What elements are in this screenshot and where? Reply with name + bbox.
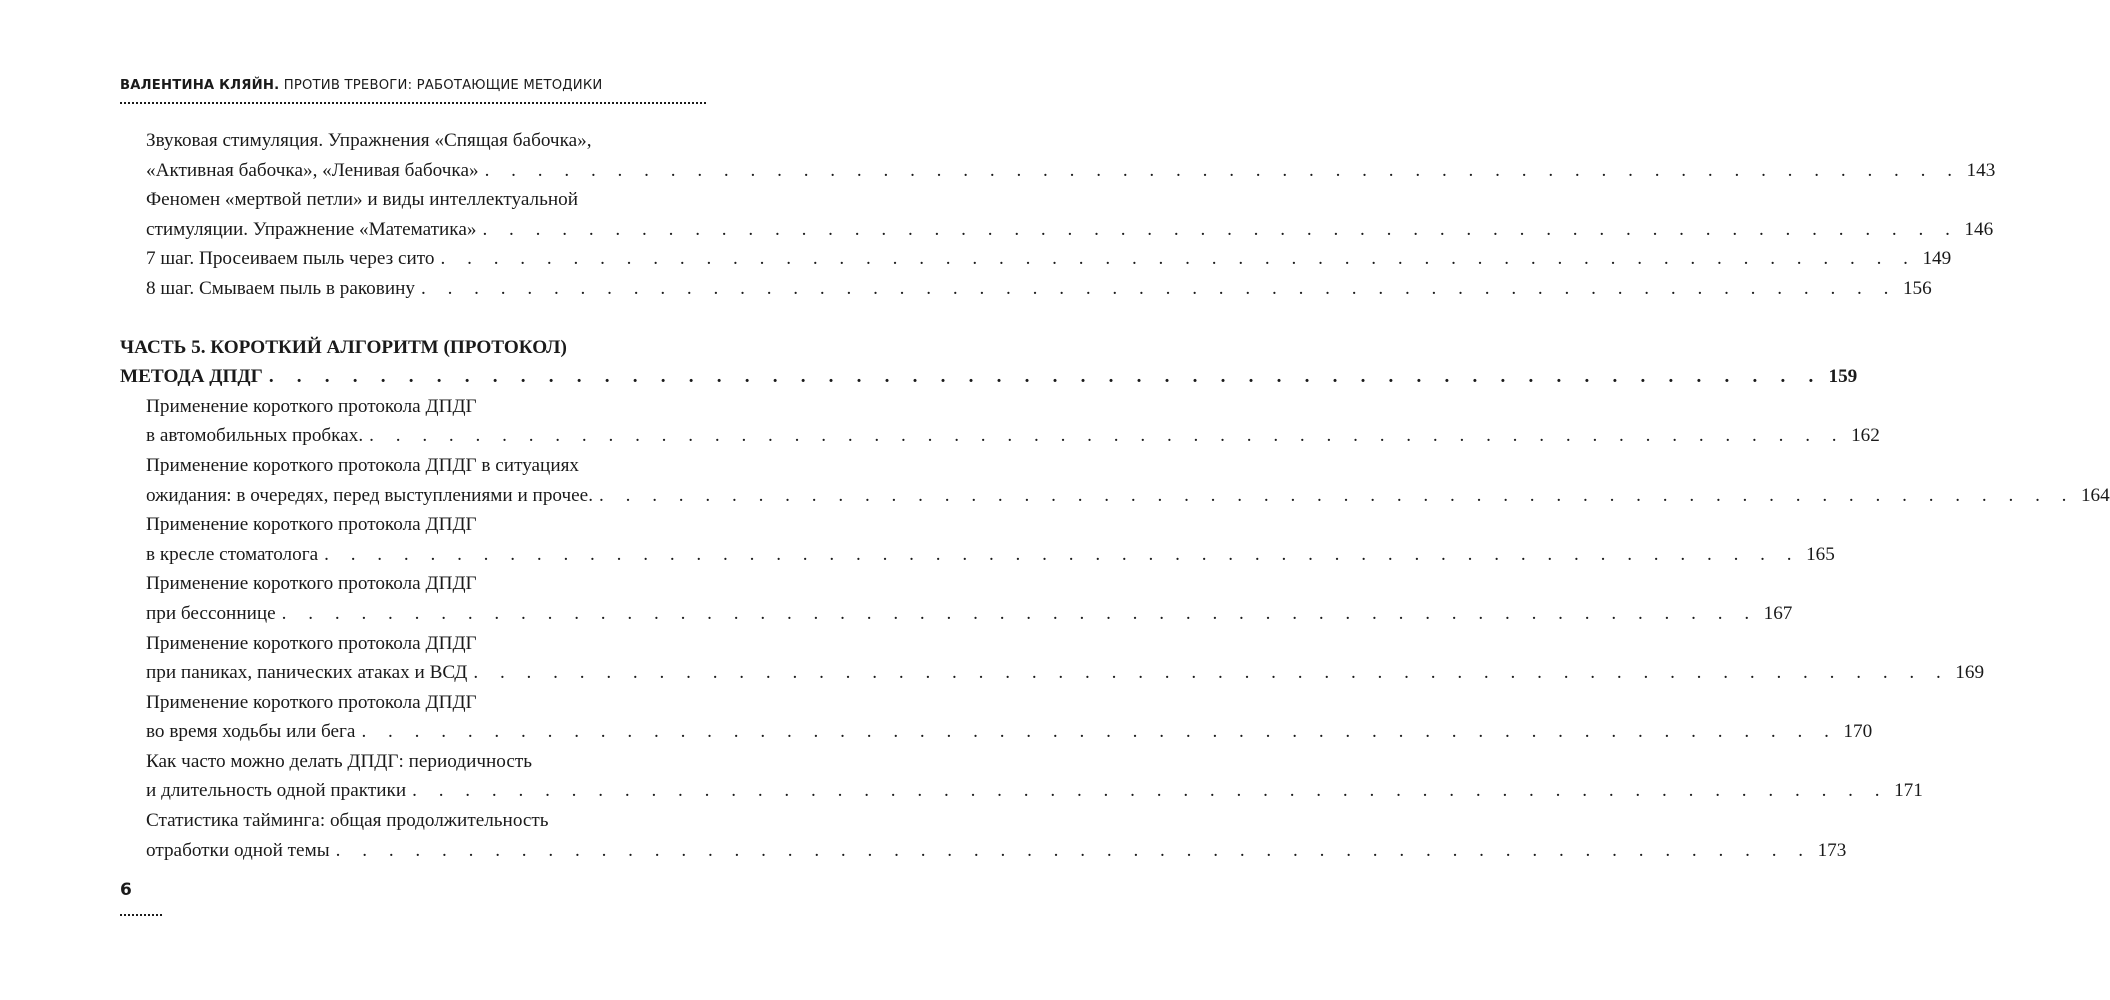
toc-page-number: 156: [1902, 277, 1932, 299]
header-divider: [120, 102, 706, 104]
dot-leader: . . . . . . . . . . . . . . . . . . . . . . . . . . . . . . . . . . . . . . . . . . . . . . . . . . . . . . . .: [484, 159, 1961, 181]
toc-entry-line: Применение короткого протокола ДПДГ: [146, 632, 477, 654]
dot-leader: . . . . . . . . . . . . . . . . . . . . . . . . . . . . . . . . . . . . . . . . . . . . . . . . . . . . . . . .: [281, 602, 1758, 624]
toc-entry-step-7[interactable]: [120, 244, 1952, 274]
toc-entry-line: стимуляции. Упражнение «Математика»: [146, 218, 477, 240]
toc-page-number: 149: [1922, 248, 1952, 270]
toc-entry-line: Применение короткого протокола ДПДГ: [146, 514, 477, 536]
page-number: 6: [120, 880, 132, 900]
dot-leader: . . . . . . . . . . . . . . . . . . . . . . . . . . . . . . . . . . . . . . . . . . . . . . . . . . . . . . . .: [599, 484, 2075, 506]
toc-entry-timing-stats[interactable]: [120, 806, 1847, 865]
dot-leader: . . . . . . . . . . . . . . . . . . . . . . . . . . . . . . . . . . . . . . . . . . . . . . . . . . . . . . . .: [369, 425, 1846, 447]
toc-entry-line: Статистика тайминга: общая продолжительность: [146, 810, 549, 832]
toc-entry-line: Применение короткого протокола ДПДГ в ситуациях: [146, 454, 580, 476]
dot-leader: . . . . . . . . . . . . . . . . . . . . . . . . . . . . . . . . . . . . . . . . . . . . . . . . . . . . . . . .: [324, 543, 1801, 565]
toc-entry-line: 7 шаг. Просеиваем пыль через сито: [146, 248, 435, 270]
dot-leader: . . . . . . . . . . . . . . . . . . . . . . . . . . . . . . . . . . . . . . . . . . . . . . . . . . . . . . . .: [361, 721, 1838, 743]
toc-entry-line: «Активная бабочка», «Ленивая бабочка»: [146, 159, 479, 181]
toc-page-number: 167: [1763, 602, 1793, 624]
table-of-contents: [120, 126, 2110, 865]
toc-entry-line: Звуковая стимуляция. Упражнения «Спящая бабочка»,: [146, 130, 592, 151]
header-author: ВАЛЕНТИНА КЛЯЙН.: [120, 78, 280, 93]
dot-leader: . . . . . . . . . . . . . . . . . . . . . . . . . . . . . . . . . . . . . . . . . . . . . . . . . . . . . . . .: [482, 218, 1959, 240]
toc-entry-line: отработки одной темы: [146, 839, 330, 861]
toc-entry-dead-loop[interactable]: [120, 185, 1994, 244]
toc-entry-line: Применение короткого протокола ДПДГ: [146, 691, 477, 713]
toc-entry-line: ожидания: в очередях, перед выступлениями и прочее.: [146, 484, 593, 506]
toc-entry-frequency[interactable]: [120, 747, 1923, 806]
running-header: [120, 78, 706, 93]
toc-entry-line: во время ходьбы или бега: [146, 721, 356, 743]
dot-leader: . . . . . . . . . . . . . . . . . . . . . . . . . . . . . . . . . . . . . . . . . . . . . . . . . . . . . . . .: [268, 366, 1823, 388]
dot-leader: . . . . . . . . . . . . . . . . . . . . . . . . . . . . . . . . . . . . . . . . . . . . . . . . . . . . . . . .: [420, 277, 1897, 299]
header-title: ПРОТИВ ТРЕВОГИ: РАБОТАЮЩИЕ МЕТОДИКИ: [283, 78, 603, 93]
toc-page-number: 169: [1955, 662, 1985, 684]
toc-page-number: 162: [1851, 425, 1880, 447]
toc-entry-line: при бессоннице: [146, 602, 276, 624]
footer-divider: [120, 914, 162, 916]
toc-section-title: ЧАСТЬ 5. КОРОТКИЙ АЛГОРИТМ (ПРОТОКОЛ): [120, 336, 567, 358]
toc-page-number: 165: [1806, 543, 1835, 565]
toc-page-number: 171: [1894, 780, 1923, 802]
toc-entry-sound-stimulation[interactable]: [120, 126, 1996, 185]
toc-entry-waiting[interactable]: [120, 451, 2110, 510]
toc-page-number: 159: [1828, 366, 1858, 388]
toc-entry-line: 8 шаг. Смываем пыль в раковину: [146, 277, 415, 299]
toc-entry-line: в кресле стоматолога: [146, 543, 319, 565]
toc-entry-line: Как часто можно делать ДПДГ: периодичность: [146, 750, 532, 772]
toc-entry-line: и длительность одной практики: [146, 780, 407, 802]
toc-entry-walking[interactable]: [120, 688, 1873, 747]
toc-section-title: МЕТОДА ДПДГ: [120, 366, 263, 388]
toc-entry-insomnia[interactable]: [120, 569, 1793, 628]
toc-page-number: 143: [1966, 159, 1996, 181]
toc-entry-line: при паниках, панических атаках и ВСД: [146, 662, 468, 684]
toc-entry-dentist[interactable]: [120, 510, 1835, 569]
toc-page-number: 164: [2080, 484, 2110, 506]
dot-leader: . . . . . . . . . . . . . . . . . . . . . . . . . . . . . . . . . . . . . . . . . . . . . . . . . . . . . . . .: [473, 662, 1950, 684]
toc-entry-line: Применение короткого протокола ДПДГ: [146, 573, 477, 595]
dot-leader: . . . . . . . . . . . . . . . . . . . . . . . . . . . . . . . . . . . . . . . . . . . . . . . . . . . . . . . .: [440, 248, 1917, 270]
dot-leader: . . . . . . . . . . . . . . . . . . . . . . . . . . . . . . . . . . . . . . . . . . . . . . . . . . . . . . . .: [335, 839, 1812, 861]
toc-page-number: 146: [1964, 218, 1994, 240]
dot-leader: . . . . . . . . . . . . . . . . . . . . . . . . . . . . . . . . . . . . . . . . . . . . . . . . . . . . . . . .: [412, 780, 1889, 802]
toc-entry-line: в автомобильных пробках.: [146, 425, 364, 447]
toc-section-part-5[interactable]: [120, 333, 1858, 392]
toc-page-number: 170: [1843, 721, 1873, 743]
toc-entry-panic[interactable]: [120, 629, 1985, 688]
toc-entry-line: Применение короткого протокола ДПДГ: [146, 395, 477, 417]
toc-entry-line: Феномен «мертвой петли» и виды интеллектуальной: [146, 189, 579, 211]
toc-page-number: 173: [1817, 839, 1847, 861]
toc-entry-step-8[interactable]: [120, 274, 1932, 304]
toc-entry-traffic-jams[interactable]: [120, 392, 1880, 451]
